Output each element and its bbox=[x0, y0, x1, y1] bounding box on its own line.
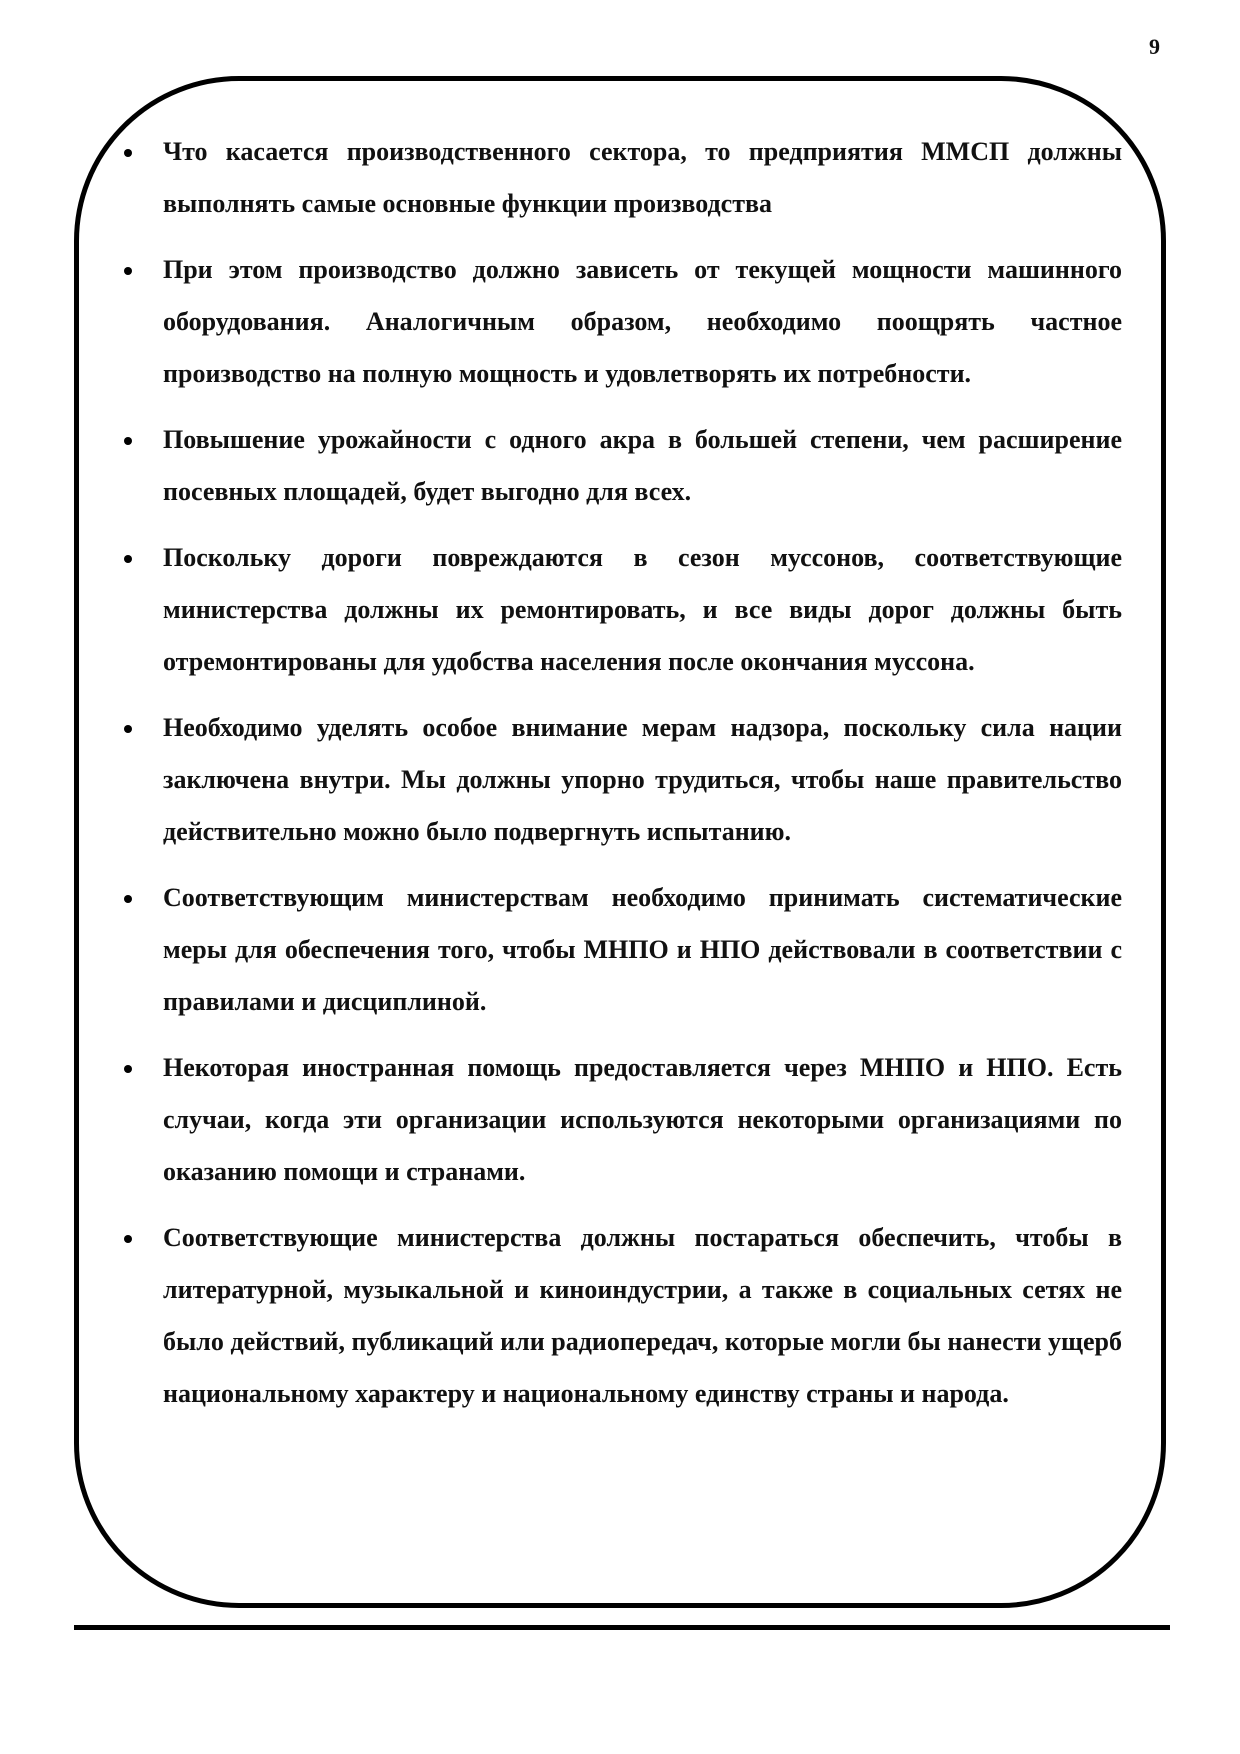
bullet-icon bbox=[124, 895, 132, 903]
list-item-text: Соответствующие министерства должны постараться обеспечить, чтобы в литературной, музыкальной и киноиндустрии, а также в социальных сетях не было действий, публикаций или радиопередач, которые могли бы нанести ущерб национальному характеру и национальному единству страны и народа. bbox=[163, 1223, 1122, 1408]
bottom-divider bbox=[74, 1625, 1170, 1630]
bullet-icon bbox=[124, 555, 132, 563]
bullet-icon bbox=[124, 437, 132, 445]
bullet-icon bbox=[124, 1065, 132, 1073]
bullet-icon bbox=[124, 725, 132, 733]
list-item-text: Некоторая иностранная помощь предоставляется через МНПО и НПО. Есть случаи, когда эти организации используются некоторыми организациями по оказанию помощи и странами. bbox=[163, 1053, 1122, 1186]
list-item-text: Необходимо уделять особое внимание мерам надзора, поскольку сила нации заключена внутри. Мы должны упорно трудиться, чтобы наше правительство действительно можно было подвергнуть испытанию. bbox=[163, 713, 1122, 846]
bullet-list bbox=[118, 126, 1122, 1434]
list-item bbox=[118, 126, 1122, 230]
list-item bbox=[118, 872, 1122, 1028]
page-number: 9 bbox=[1149, 34, 1160, 59]
list-item-text: Поскольку дороги повреждаются в сезон муссонов, соответствующие министерства должны их ремонтировать, и все виды дорог должны быть отремонтированы для удобства населения после окончания муссона. bbox=[163, 543, 1122, 676]
list-item-text: Повышение урожайности с одного акра в большей степени, чем расширение посевных площадей, будет выгодно для всех. bbox=[163, 425, 1122, 506]
list-item-text: Что касается производственного сектора, то предприятия ММСП должны выполнять самые основные функции производства bbox=[163, 137, 1122, 218]
bullet-icon bbox=[124, 149, 132, 157]
list-item bbox=[118, 414, 1122, 518]
bullet-icon bbox=[124, 267, 132, 275]
list-item-text: При этом производство должно зависеть от текущей мощности машинного оборудования. Аналогичным образом, необходимо поощрять частное производство на полную мощность и удовлетворять их потребности. bbox=[163, 255, 1122, 388]
list-item bbox=[118, 702, 1122, 858]
list-item bbox=[118, 1212, 1122, 1420]
list-item bbox=[118, 1042, 1122, 1198]
bullet-icon bbox=[124, 1235, 132, 1243]
list-item bbox=[118, 244, 1122, 400]
list-item bbox=[118, 532, 1122, 688]
list-item-text: Соответствующим министерствам необходимо принимать систематические меры для обеспечения того, чтобы МНПО и НПО действовали в соответствии с правилами и дисциплиной. bbox=[163, 883, 1122, 1016]
